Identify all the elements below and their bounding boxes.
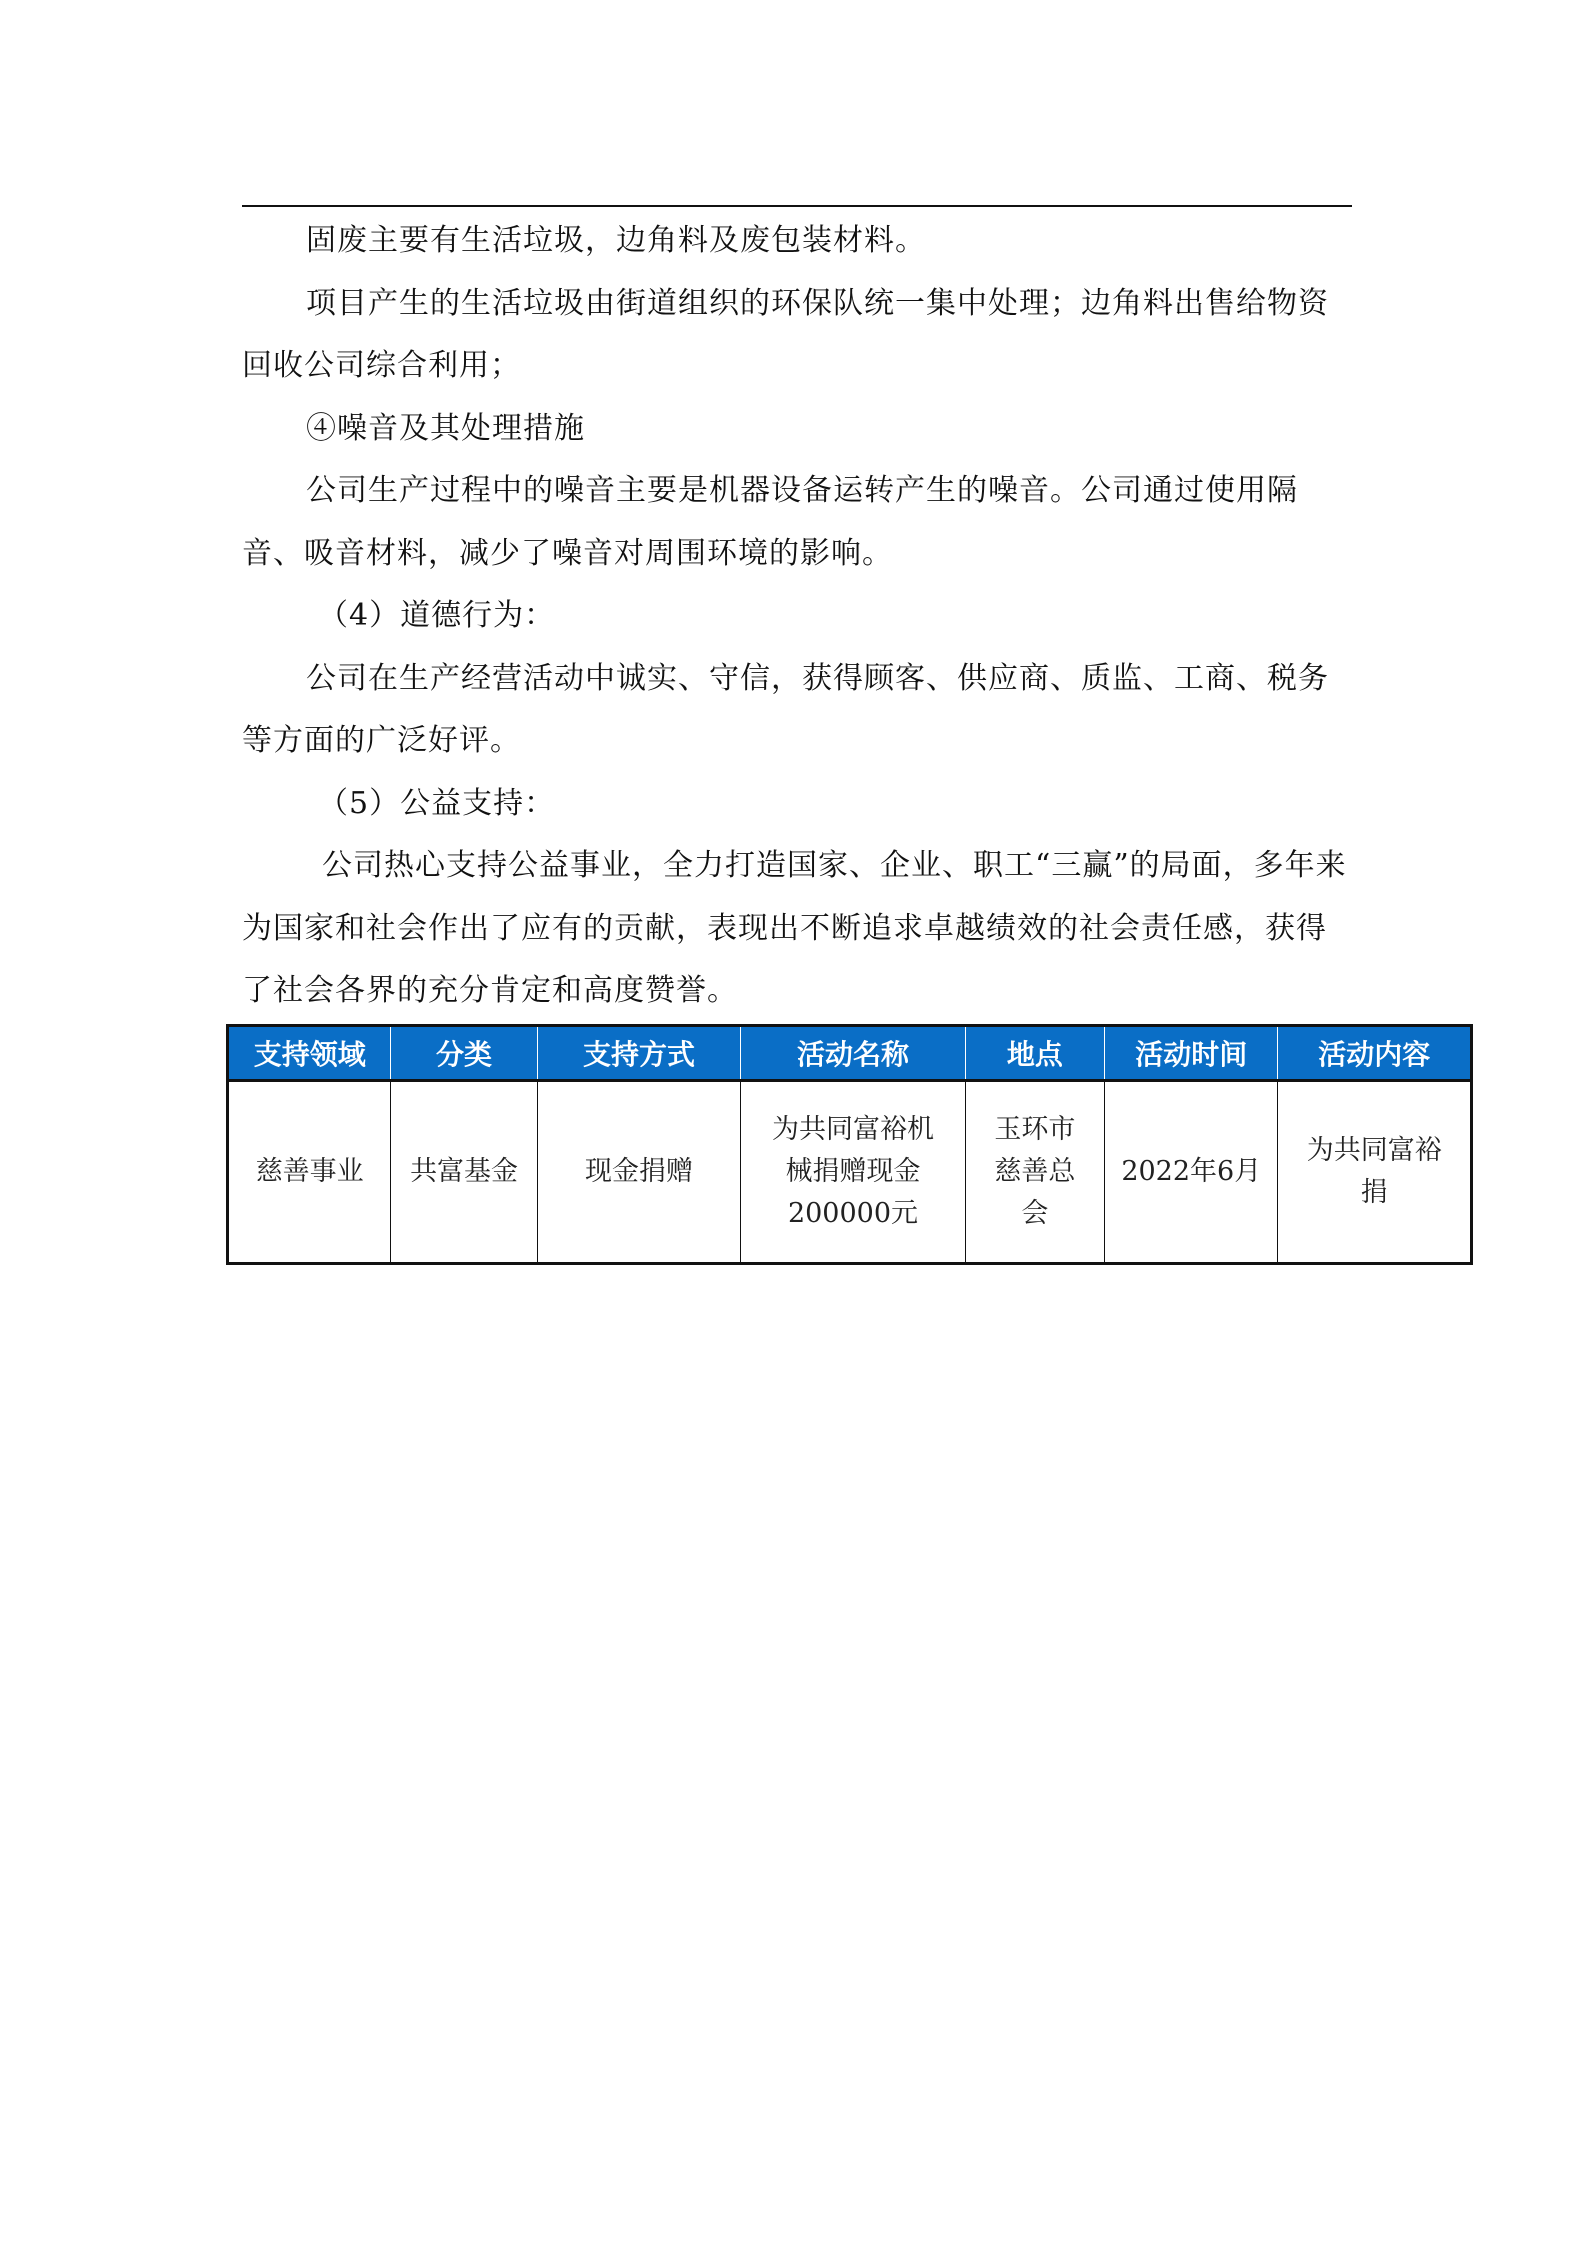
public-welfare-table: [226, 1024, 1473, 1265]
header-location: 地点: [965, 1026, 1104, 1081]
paragraph-public-welfare: 公司热心支持公益事业，全力打造国家、企业、职工“三赢”的局面，多年来为国家和社会作出了应有的贡献，表现出不断追求卓越绩效的社会责任感，获得了社会各界的充分肯定和高度赞誉。: [242, 848, 1347, 1008]
cell-activity-content: 为共同富裕捐: [1306, 1135, 1442, 1208]
header-activity-time: 活动时间: [1105, 1026, 1278, 1081]
cell-support-method: 现金捐赠: [537, 1081, 740, 1264]
heading-ethics: （4）道德行为：: [318, 598, 556, 633]
header-support-field: 支持领域: [228, 1026, 391, 1081]
body-text: [242, 210, 1354, 1023]
heading-public-welfare: （5）公益支持：: [318, 785, 556, 821]
paragraph-waste-handling: 项目产生的生活垃圾由街道组织的环保队统一集中处理；边角料出售给物资回收公司综合利用；: [242, 285, 1329, 383]
paragraph-solid-waste: 固废主要有生活垃圾，边角料及废包装材料。: [306, 223, 926, 258]
paragraph-ethics: 公司在生产经营活动中诚实、守信，获得顾客、供应商、质监、工商、税务等方面的广泛好评。: [242, 660, 1329, 758]
cell-activity-time: 2022年6月: [1105, 1081, 1278, 1264]
cell-location: 玉环市慈善总会: [965, 1081, 1104, 1264]
heading-noise: ④噪音及其处理措施: [306, 410, 585, 446]
paragraph-noise: 公司生产过程中的噪音主要是机器设备运转产生的噪音。公司通过使用隔音、吸音材料，减少了噪音对周围环境的影响。: [242, 473, 1298, 571]
header-support-method: 支持方式: [537, 1026, 740, 1081]
cell-support-field: 慈善事业: [228, 1081, 391, 1264]
cell-activity-name: 为共同富裕机械捐赠现金200000元: [741, 1081, 966, 1264]
table-header-row: [228, 1026, 1472, 1081]
header-activity-content: 活动内容: [1278, 1026, 1472, 1081]
header-rule: [242, 205, 1352, 207]
cell-category: 共富基金: [391, 1081, 537, 1264]
header-activity-name: 活动名称: [741, 1026, 966, 1081]
table-row: [228, 1081, 1472, 1264]
header-category: 分类: [391, 1026, 537, 1081]
